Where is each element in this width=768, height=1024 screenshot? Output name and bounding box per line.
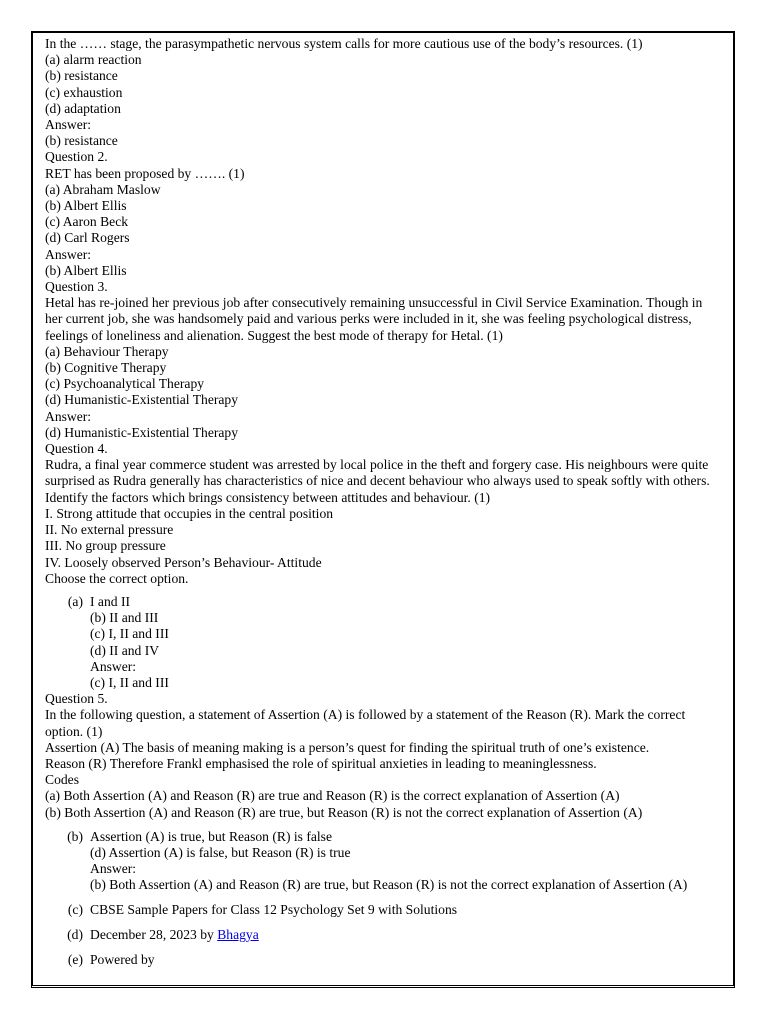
list-item xyxy=(45,902,721,918)
question-4-answer-label: Answer: xyxy=(90,658,137,674)
question-2-option-b: (b) Albert Ellis xyxy=(45,198,127,214)
question-3-text: Hetal has re-joined her previous job after consecutively remaining unsuccessful in Civil Service Examination. Though in her current job, she was handsomely paid and various perks were included in it, she was feeling psychological distress, feelings of loneliness and alienation. Suggest the best mode of therapy for Hetal. (1) xyxy=(45,295,703,343)
question-2-answer: (b) Albert Ellis xyxy=(45,262,127,278)
question-3-option-b: (b) Cognitive Therapy xyxy=(45,360,167,376)
post-date: December 28, 2023 by xyxy=(90,926,218,942)
question-4-answer: (c) I, II and III xyxy=(90,674,169,690)
question-1-answer: (b) resistance xyxy=(45,133,118,149)
footer-item-c xyxy=(45,902,721,918)
question-4-statement-4: IV. Loosely observed Person’s Behaviour- Attitude xyxy=(45,554,322,570)
document-content xyxy=(45,36,721,968)
question-5-option-c: Assertion (A) is true, but Reason (R) is false xyxy=(90,828,332,844)
question-2-option-d: (d) Carl Rogers xyxy=(45,230,130,246)
question-4-option-a: I and II xyxy=(90,593,131,609)
question-5-answer-label: Answer: xyxy=(90,861,137,877)
list-marker: (d) xyxy=(67,926,83,942)
question-5-assertion: Assertion (A) The basis of meaning making is a person’s quest for finding the spiritual truth of one’s existence. xyxy=(45,739,650,755)
question-4-option-list xyxy=(45,594,721,691)
question-4-option-d: (d) II and IV xyxy=(90,642,160,658)
question-1-option-b: (b) resistance xyxy=(45,68,118,84)
list-marker: (e) xyxy=(67,951,83,967)
question-2-heading: Question 2. xyxy=(45,149,108,165)
question-5-text: In the following question, a statement of Assertion (A) is followed by a statement of the Reason (R). Mark the correct option. (1) xyxy=(45,707,686,739)
question-4-heading: Question 4. xyxy=(45,441,108,457)
question-2-answer-label: Answer: xyxy=(45,246,92,262)
footer-item-e xyxy=(45,952,721,968)
question-3-option-d: (d) Humanistic-Existential Therapy xyxy=(45,392,239,408)
question-5-answer: (b) Both Assertion (A) and Reason (R) are true, but Reason (R) is not the correct explanation of Assertion (A) xyxy=(90,877,688,893)
question-5-option-list xyxy=(45,829,721,894)
list-item xyxy=(45,829,721,894)
list-marker: (c) xyxy=(67,901,83,917)
question-5-reason: Reason (R) Therefore Frankl emphasised the role of spiritual anxieties in leading to meaninglessness. xyxy=(45,755,597,771)
question-4-statement-3: III. No group pressure xyxy=(45,538,166,554)
footer-item-d xyxy=(45,927,721,943)
post-meta xyxy=(90,927,721,943)
question-2-text: RET has been proposed by ……. (1) xyxy=(45,165,245,181)
question-4-option-b: (b) II and III xyxy=(90,610,159,626)
question-5-option-b: (b) Both Assertion (A) and Reason (R) are true, but Reason (R) is not the correct explanation of Assertion (A) xyxy=(45,804,643,820)
author-link[interactable]: Bhagya xyxy=(217,926,259,942)
question-4-choose: Choose the correct option. xyxy=(45,570,189,586)
list-marker: (a) xyxy=(67,593,83,609)
question-3-option-c: (c) Psychoanalytical Therapy xyxy=(45,376,205,392)
question-1-option-a: (a) alarm reaction xyxy=(45,52,142,68)
question-4-option-c: (c) I, II and III xyxy=(90,626,169,642)
question-2-option-a: (a) Abraham Maslow xyxy=(45,181,161,197)
question-4-statement-1: I. Strong attitude that occupies in the central position xyxy=(45,505,334,521)
question-5-option-d: (d) Assertion (A) is false, but Reason (R) is true xyxy=(90,844,351,860)
question-3-option-a: (a) Behaviour Therapy xyxy=(45,343,169,359)
question-1-option-c: (c) exhaustion xyxy=(45,84,123,100)
question-1-text: In the …… stage, the parasympathetic nervous system calls for more cautious use of the body’s resources. (1) xyxy=(45,36,643,51)
list-item xyxy=(45,952,721,968)
powered-by: Powered by xyxy=(90,951,155,967)
question-4-text: Rudra, a final year commerce student was arrested by local police in the theft and forgery case. His neighbours were quite surprised as Rudra generally has characteristics of nice and decent behaviour who always used to speak softly with others. Identify the factors which brings consistency between attitudes and behaviour. (1) xyxy=(45,457,710,505)
list-item xyxy=(45,594,721,691)
related-post-title: CBSE Sample Papers for Class 12 Psychology Set 9 with Solutions xyxy=(90,901,458,917)
list-marker: (b) xyxy=(67,828,83,844)
question-1-answer-label: Answer: xyxy=(45,117,92,133)
list-item xyxy=(45,927,721,943)
question-5-option-a: (a) Both Assertion (A) and Reason (R) are true and Reason (R) is the correct explanation of Assertion (A) xyxy=(45,788,620,804)
question-2-option-c: (c) Aaron Beck xyxy=(45,214,129,230)
question-1-option-d: (d) adaptation xyxy=(45,100,121,116)
question-5-heading: Question 5. xyxy=(45,691,108,707)
question-4-statement-2: II. No external pressure xyxy=(45,522,174,538)
question-3-answer-label: Answer: xyxy=(45,408,92,424)
question-3-answer: (d) Humanistic-Existential Therapy xyxy=(45,424,239,440)
question-3-heading: Question 3. xyxy=(45,279,108,295)
question-5-codes: Codes xyxy=(45,772,79,788)
